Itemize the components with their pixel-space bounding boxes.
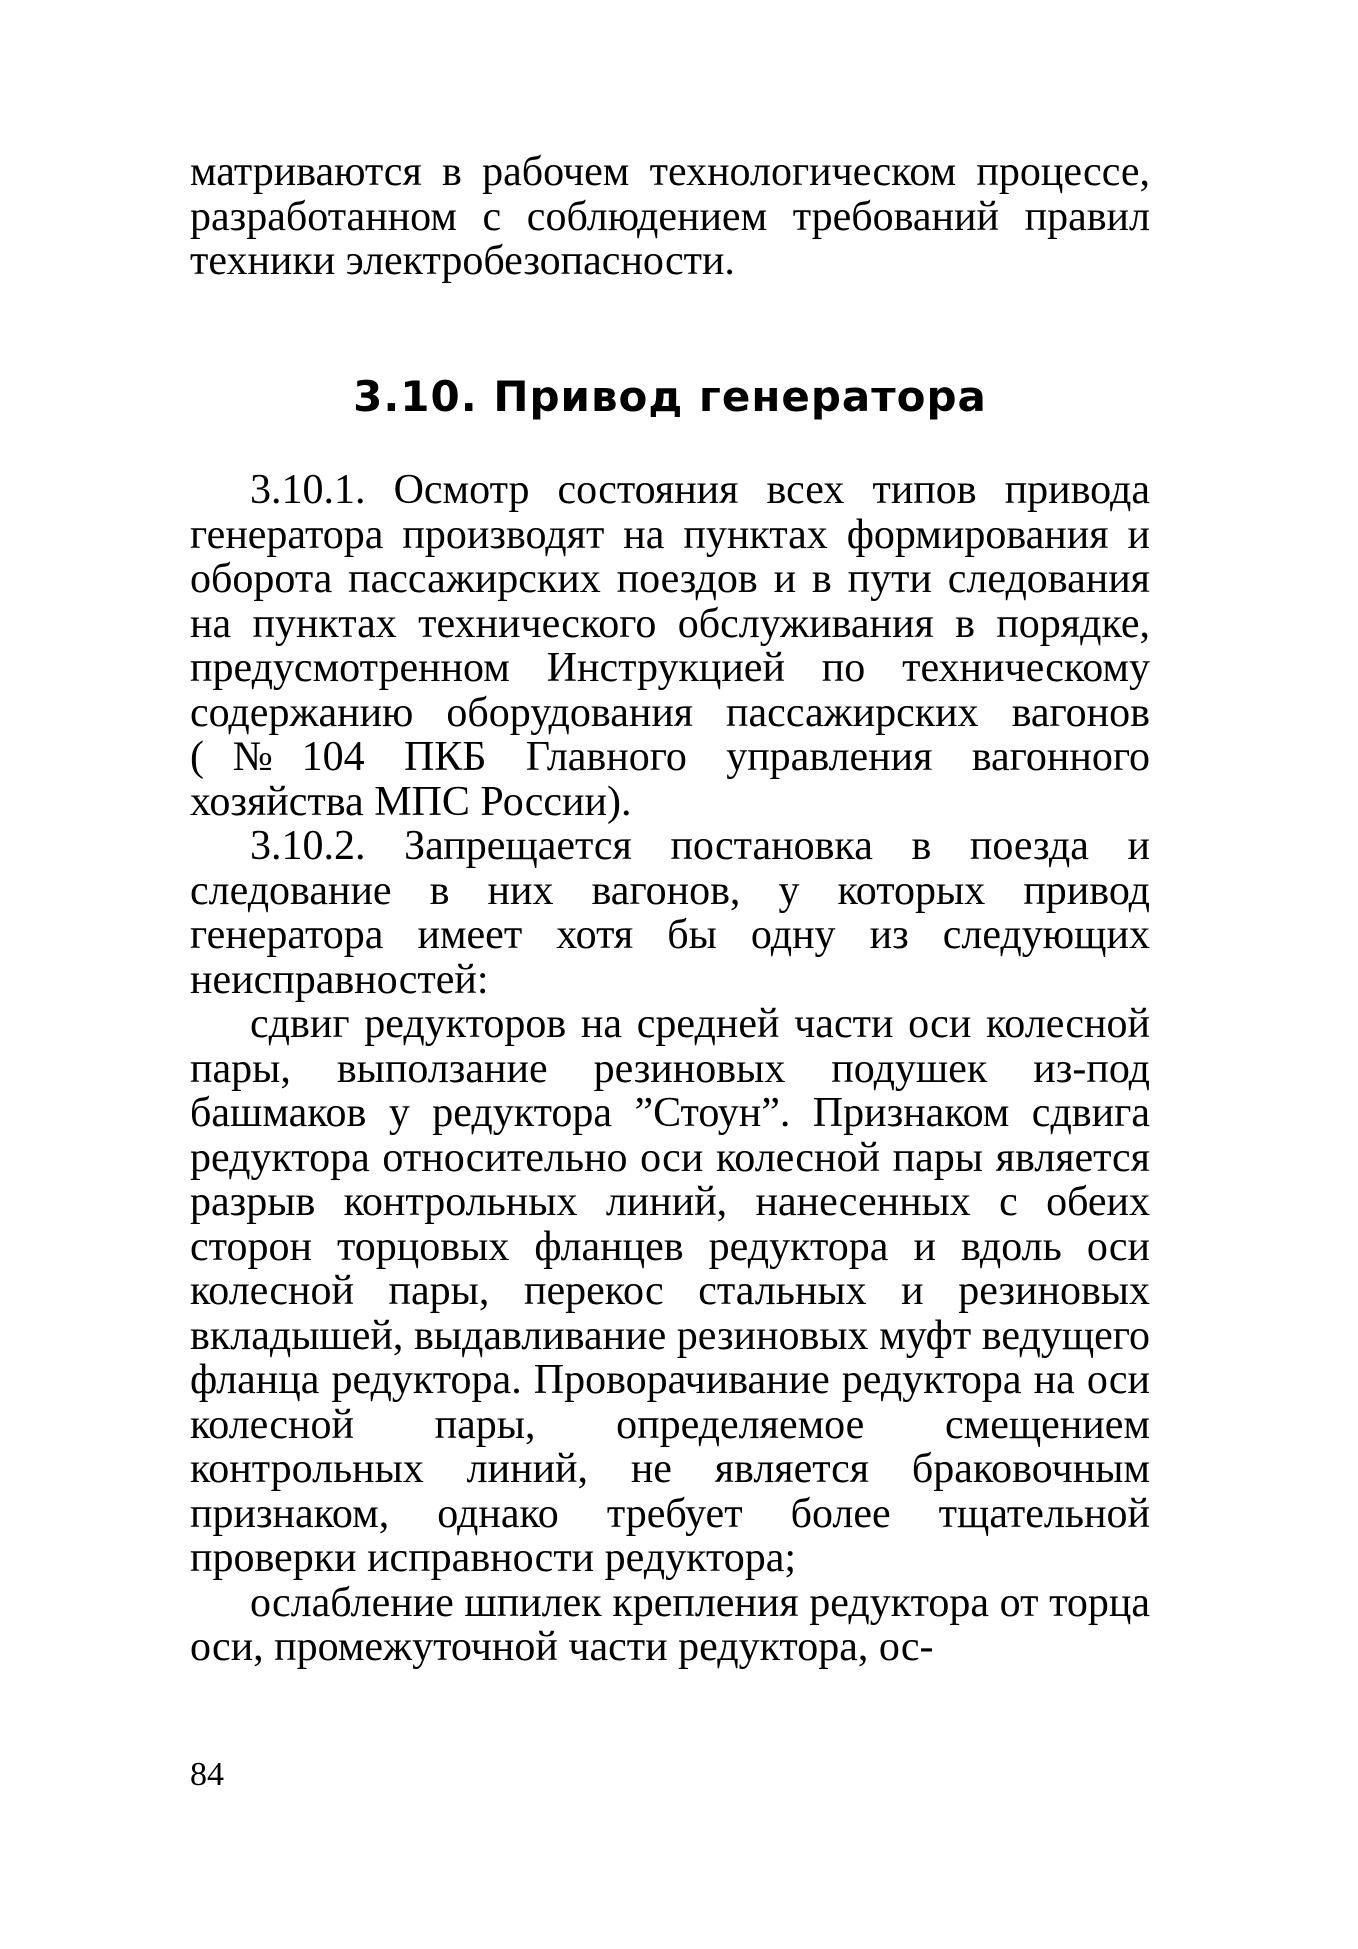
paragraph-3-10-1: 3.10.1. Осмотр состояния всех типов привода генератора производят на пунктах формирования и оборота пассажирских поездов и в пути следования на пунктах технического обслуживания в порядке, предусмотренном Инструкцией по техническому содержанию оборудования пассажирских вагонов (№104 ПКБ Главного управления вагонного хозяйства МПС России).: [190, 467, 1150, 825]
page-number: 84: [190, 1756, 224, 1793]
list-item-stud-loosening: ослабление шпилек крепления редуктора от торца оси, промежуточной части редуктора, ос-: [190, 1579, 1150, 1670]
page: [190, 149, 1150, 1670]
paragraph-3-10-2: 3.10.2. Запрещается постановка в поезда и следование в них вагонов, у которых привод генератора имеет хотя бы одну из следующих неисправностей:: [190, 823, 1150, 1003]
section-body: [190, 468, 1150, 1670]
section-heading: 3.10. Привод генератора: [353, 372, 987, 421]
intro-paragraph: матриваются в рабочем технологическом процессе, разработанном с соблюдением требований правил техники электробезопасности.: [190, 149, 1150, 284]
list-item-reducer-shift: сдвиг редукторов на средней части оси колесной пары, выползание резиновых подушек из-под башмаков у редуктора ”Стоун”. Признаком сдвига редуктора относительно оси колесной пары является разрыв контрольных линий, нанесенных с обеих сторон торцовых фланцев редуктора и вдоль оси колесной пары, перекос стальных и резиновых вкладышей, выдавливание резиновых муфт ведущего фланца редуктора. Проворачивание редуктора на оси колесной пары, определяемое смещением контрольных линий, не является браковочным признаком, однако требует более тщательной проверки исправности редуктора;: [190, 1001, 1150, 1581]
